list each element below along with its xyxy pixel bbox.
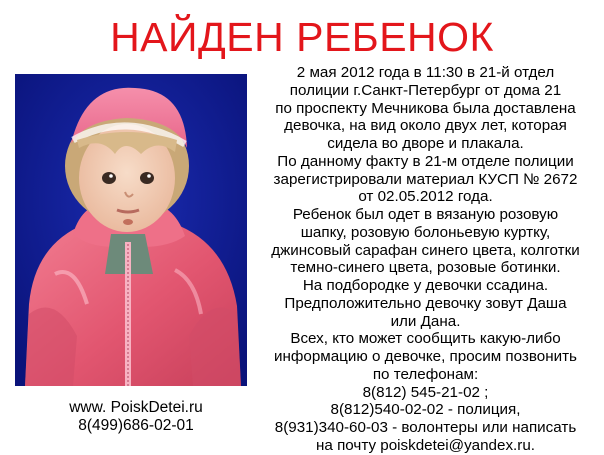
notice-line: На подбородке у девочки ссадина. [302,277,549,294]
notice-line: 8(812)540-02-02 - полиция, [330,401,521,419]
notice-line: зарегистрировали материал КУСП № 2672 [273,170,578,188]
notice-line: от 02.05.2012 года. [358,188,493,206]
notice-line: Ребенок был одет в вязаную розовую [292,206,559,223]
notice-text [247,64,604,455]
notice-line: по проспекту Мечникова была доставлена [275,99,576,117]
notice-line: или Дана. [390,312,461,330]
child-photo-illustration [15,74,247,386]
page-title: НАЙДЕН РЕБЕНОК [110,14,494,60]
site-phone: 8(499)686-02-01 [78,417,194,434]
site-info [20,399,252,435]
notice-line: информацию о девочке, просим позвонить [274,348,577,365]
site-url: www. PoiskDetei.ru [69,399,203,416]
notice-line: полиции г.Санкт-Петербург от дома 21 [289,81,562,99]
notice-line: шапку, розовую болоньевую куртку, [300,223,551,241]
notice-line: 2 мая 2012 года в 11:30 в 21-й отдел [296,64,555,81]
notice-line: по телефонам: [372,365,479,383]
notice-line: 8(931)340-60-03 - волонтеры или написать [274,419,577,436]
notice-line: темно-синего цвета, розовые ботинки. [290,259,561,277]
notice-line: на почту poiskdetei@yandex.ru. [316,436,535,454]
notice-line: сидела во дворе и плакала. [327,135,524,152]
notice-line: джинсовый сарафан синего цвета, колготки [271,241,580,259]
notice-line: По данному факту в 21-м отделе полиции [277,152,574,170]
notice-line: Предположительно девочку зовут Даша [284,294,567,312]
notice-line: Всех, кто может сообщить какую-либо [290,330,561,348]
notice-line: девочка, на вид около двух лет, которая [284,117,567,135]
notice-line: 8(812) 545-21-02 ; [362,383,489,401]
child-photo [15,74,247,386]
